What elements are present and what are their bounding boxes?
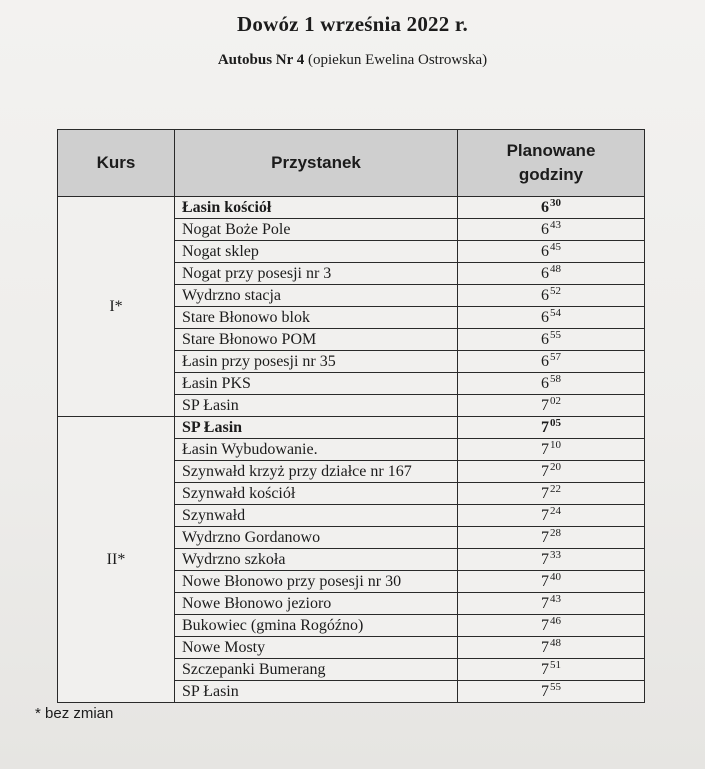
time-minutes: 22 [550,482,561,495]
time-minutes: 28 [550,526,561,539]
time-minutes: 46 [550,614,561,627]
planned-time [458,197,645,219]
stop-name: Stare Błonowo blok [175,307,458,329]
course-label: I* [58,197,175,417]
time-minutes: 51 [550,658,561,671]
time-minutes: 55 [550,680,561,693]
planned-time [458,373,645,395]
time-hour: 6 [541,352,549,370]
time-hour: 6 [541,286,549,304]
time-hour: 6 [541,330,549,348]
time-hour: 7 [541,572,549,590]
time-hour: 6 [541,198,549,216]
column-header-hours-line1: Planowane [506,141,596,160]
time-minutes: 52 [550,284,561,297]
planned-time [458,659,645,681]
stop-name: Szynwałd krzyż przy działce nr 167 [175,461,458,483]
stop-name: Nowe Mosty [175,637,458,659]
planned-time [458,285,645,307]
time-hour: 7 [541,616,549,634]
column-header-hours-line2: godziny [518,165,584,184]
planned-time [458,307,645,329]
bus-guardian: (opiekun Ewelina Ostrowska) [304,52,488,68]
time-minutes: 10 [550,438,561,451]
time-minutes: 02 [550,394,561,407]
planned-time [458,241,645,263]
time-minutes: 58 [550,372,561,385]
time-hour: 7 [541,682,549,700]
time-minutes: 05 [550,416,561,429]
stop-name: Szczepanki Bumerang [175,659,458,681]
time-minutes: 57 [550,350,561,363]
time-minutes: 30 [550,196,561,209]
planned-time [458,527,645,549]
stop-name: SP Łasin [175,395,458,417]
time-minutes: 40 [550,570,561,583]
time-minutes: 48 [550,262,561,275]
time-hour: 6 [541,264,549,282]
time-minutes: 43 [550,218,561,231]
planned-time [458,593,645,615]
stop-name: Nogat sklep [175,241,458,263]
time-hour: 6 [541,242,549,260]
table-header-row [58,130,645,197]
footnote: * bez zmian [35,705,114,722]
stop-name: Łasin PKS [175,373,458,395]
time-hour: 7 [541,396,549,414]
stop-name: SP Łasin [175,681,458,703]
column-header-hours [458,130,645,197]
stop-name: Nogat Boże Pole [175,219,458,241]
planned-time [458,549,645,571]
planned-time [458,637,645,659]
time-minutes: 20 [550,460,561,473]
stop-name: Łasin kościół [175,197,458,219]
stop-name: Wydrzno stacja [175,285,458,307]
schedule-body [58,197,645,703]
page-title: Dowóz 1 września 2022 r. [237,12,468,36]
time-hour: 7 [541,506,549,524]
column-header-stop: Przystanek [175,130,458,197]
page-subtitle [0,52,705,69]
time-minutes: 24 [550,504,561,517]
time-hour: 7 [541,594,549,612]
bus-number: Autobus Nr 4 [217,52,305,68]
stop-name: Wydrzno szkoła [175,549,458,571]
time-hour: 7 [541,550,549,568]
stop-name: Wydrzno Gordanowo [175,527,458,549]
planned-time [458,505,645,527]
stop-name: Szynwałd kościół [175,483,458,505]
planned-time [458,461,645,483]
time-hour: 7 [541,660,549,678]
time-hour: 6 [541,220,549,238]
time-hour: 7 [541,462,549,480]
time-minutes: 33 [550,548,561,561]
planned-time [458,329,645,351]
time-minutes: 48 [550,636,561,649]
stop-name: Nowe Błonowo przy posesji nr 30 [175,571,458,593]
table-row [58,197,645,219]
stop-name: Nowe Błonowo jezioro [175,593,458,615]
time-minutes: 55 [550,328,561,341]
planned-time [458,219,645,241]
time-hour: 7 [541,440,549,458]
planned-time [458,351,645,373]
time-minutes: 54 [550,306,561,319]
stop-name: Bukowiec (gmina Rogóźno) [175,615,458,637]
time-hour: 7 [541,418,549,436]
planned-time [458,395,645,417]
time-hour: 6 [541,374,549,392]
course-label: II* [58,417,175,703]
time-hour: 6 [541,308,549,326]
stop-name: Stare Błonowo POM [175,329,458,351]
table-row [58,417,645,439]
time-hour: 7 [541,528,549,546]
time-minutes: 45 [550,240,561,253]
planned-time [458,681,645,703]
stop-name: Łasin przy posesji nr 35 [175,351,458,373]
stop-name: SP Łasin [175,417,458,439]
time-hour: 7 [541,484,549,502]
planned-time [458,571,645,593]
stop-name: Szynwałd [175,505,458,527]
stop-name: Nogat przy posesji nr 3 [175,263,458,285]
schedule-table [57,129,645,703]
time-minutes: 43 [550,592,561,605]
planned-time [458,483,645,505]
planned-time [458,615,645,637]
stop-name: Łasin Wybudowanie. [175,439,458,461]
column-header-kurs: Kurs [58,130,175,197]
planned-time [458,439,645,461]
planned-time [458,263,645,285]
planned-time [458,417,645,439]
time-hour: 7 [541,638,549,656]
